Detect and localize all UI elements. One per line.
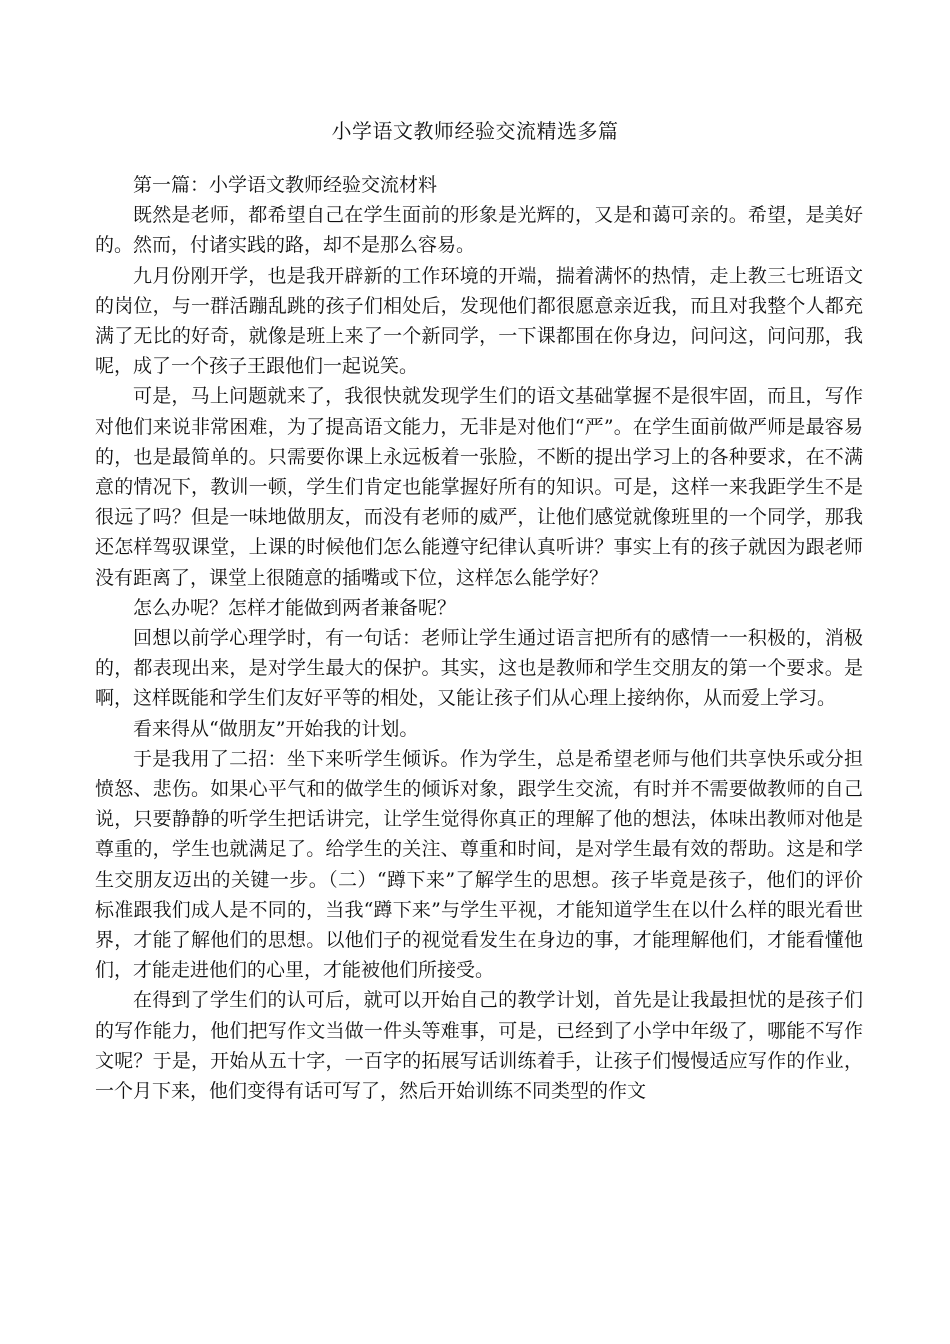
body-paragraph: 回想以前学心理学时，有一句话：老师让学生通过语言把所有的感情一一积极的，消极的，都表现出来，是对学生最大的保护。其实，这也是教师和学生交朋友的第一个要求。是啊，这样既能和学生们友好平等的相处，又能让孩子们从心理上接纳你，从而爱上学习。 bbox=[95, 627, 863, 710]
document-body bbox=[95, 170, 863, 1106]
body-paragraph: 既然是老师，都希望自己在学生面前的形象是光辉的，又是和蔼可亲的。希望，是美好的。然而，付诸实践的路，却不是那么容易。 bbox=[95, 204, 863, 257]
section-heading: 第一篇：小学语文教师经验交流材料 bbox=[133, 174, 438, 196]
body-paragraph: 在得到了学生们的认可后，就可以开始自己的教学计划，首先是让我最担忧的是孩子们的写作能力，他们把写作文当做一件头等难事，可是，已经到了小学中年级了，哪能不写作文呢？于是，开始从五十字，一百字的拓展写话训练着手，让孩子们慢慢适应写作的作业，一个月下来，他们变得有话可写了，然后开始训练不同类型的作文 bbox=[95, 989, 863, 1103]
body-paragraph: 怎么办呢？怎样才能做到两者兼备呢？ bbox=[133, 596, 457, 619]
body-paragraph: 于是我用了二招：坐下来听学生倾诉。作为学生，总是希望老师与他们共享快乐或分担愤怒、悲伤。如果心平气和的做学生的倾诉对象，跟学生交流，有时并不需要做教师的自己说，只要静静的听学生把话讲完，让学生觉得你真正的理解了他的想法，体味出教师对他是尊重的，学生也就满足了。给学生的关注、尊重和时间，是对学生最有效的帮助。这是和学生交朋友迈出的关键一步。（二）“蹲下来”了解学生的思想。孩子毕竟是孩子，他们的评价标准跟我们成人是不同的，当我“蹲下来”与学生平视，才能知道学生在以什么样的眼光看世界，才能了解他们的思想。以他们子的视觉看发生在身边的事，才能理解他们，才能看懂他们，才能走进他们的心里，才能被他们所接受。 bbox=[95, 747, 863, 982]
body-paragraph: 九月份刚开学，也是我开辟新的工作环境的开端，揣着满怀的热情，走上教三七班语文的岗位，与一群活蹦乱跳的孩子们相处后，发现他们都很愿意亲近我，而且对我整个人都充满了无比的好奇，就像是班上来了一个新同学，一下课都围在你身边，问问这，问问那，我呢，成了一个孩子王跟他们一起说笑。 bbox=[95, 264, 863, 378]
document-title: 小学语文教师经验交流精选多篇 bbox=[331, 119, 619, 143]
body-paragraph: 看来得从“做朋友”开始我的计划。 bbox=[133, 717, 419, 740]
body-paragraph: 可是，马上问题就来了，我很快就发现学生们的语文基础掌握不是很牢固，而且，写作对他们来说非常困难，为了提高语文能力，无非是对他们“严”。在学生面前做严师是最容易的，也是最简单的。只需要你课上永远板着一张脸，不断的提出学习上的各种要求，在不满意的情况下，教训一顿，学生们肯定也能掌握好所有的知识。可是，这样一来我距学生不是很远了吗？但是一味地做朋友，而没有老师的威严，让他们感觉就像班里的一个同学，那我还怎样驾驭课堂，上课的时候他们怎么能遵守纪律认真听讲？事实上有的孩子就因为跟老师没有距离了，课堂上很随意的插嘴或下位，这样怎么能学好？ bbox=[95, 385, 863, 589]
